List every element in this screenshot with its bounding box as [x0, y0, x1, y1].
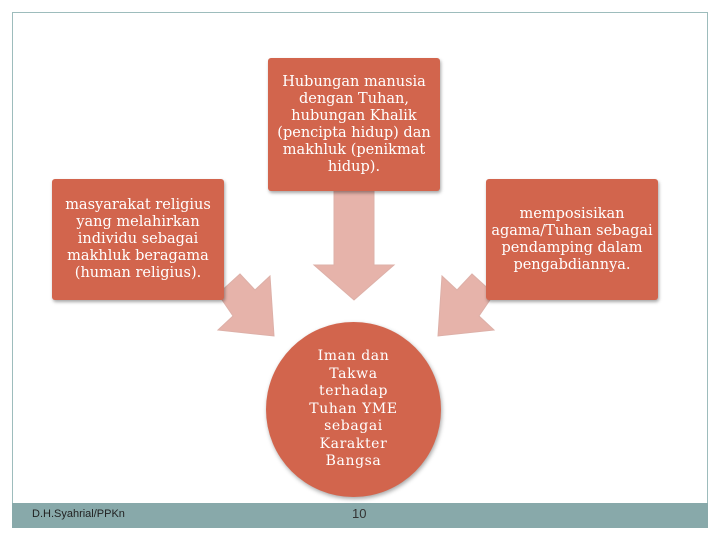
arrow-top-to-center	[314, 191, 394, 300]
top-concept-text: Hubungan manusia dengan Tuhan, hubungan Khalik (pencipta hidup) dan makhluk (penikmat hidup).	[277, 73, 431, 175]
top-concept-box	[268, 58, 440, 191]
center-concept-text: Iman dan Takwa terhadap Tuhan YME sebagai Karakter Bangsa	[309, 348, 398, 470]
page-number: 10	[352, 506, 367, 521]
left-concept-text: masyarakat religius yang melahirkan individu sebagai makhluk beragama (human religius).	[65, 197, 211, 281]
center-concept-circle	[266, 322, 441, 497]
left-concept-box	[52, 179, 224, 300]
right-concept-box	[486, 179, 658, 300]
footer-author: D.H.Syahrial/PPKn	[32, 508, 125, 520]
right-concept-text: memposisikan agama/Tuhan sebagai pendamping dalam pengabdiannya.	[491, 205, 653, 273]
arrow-left-to-center	[218, 274, 274, 336]
